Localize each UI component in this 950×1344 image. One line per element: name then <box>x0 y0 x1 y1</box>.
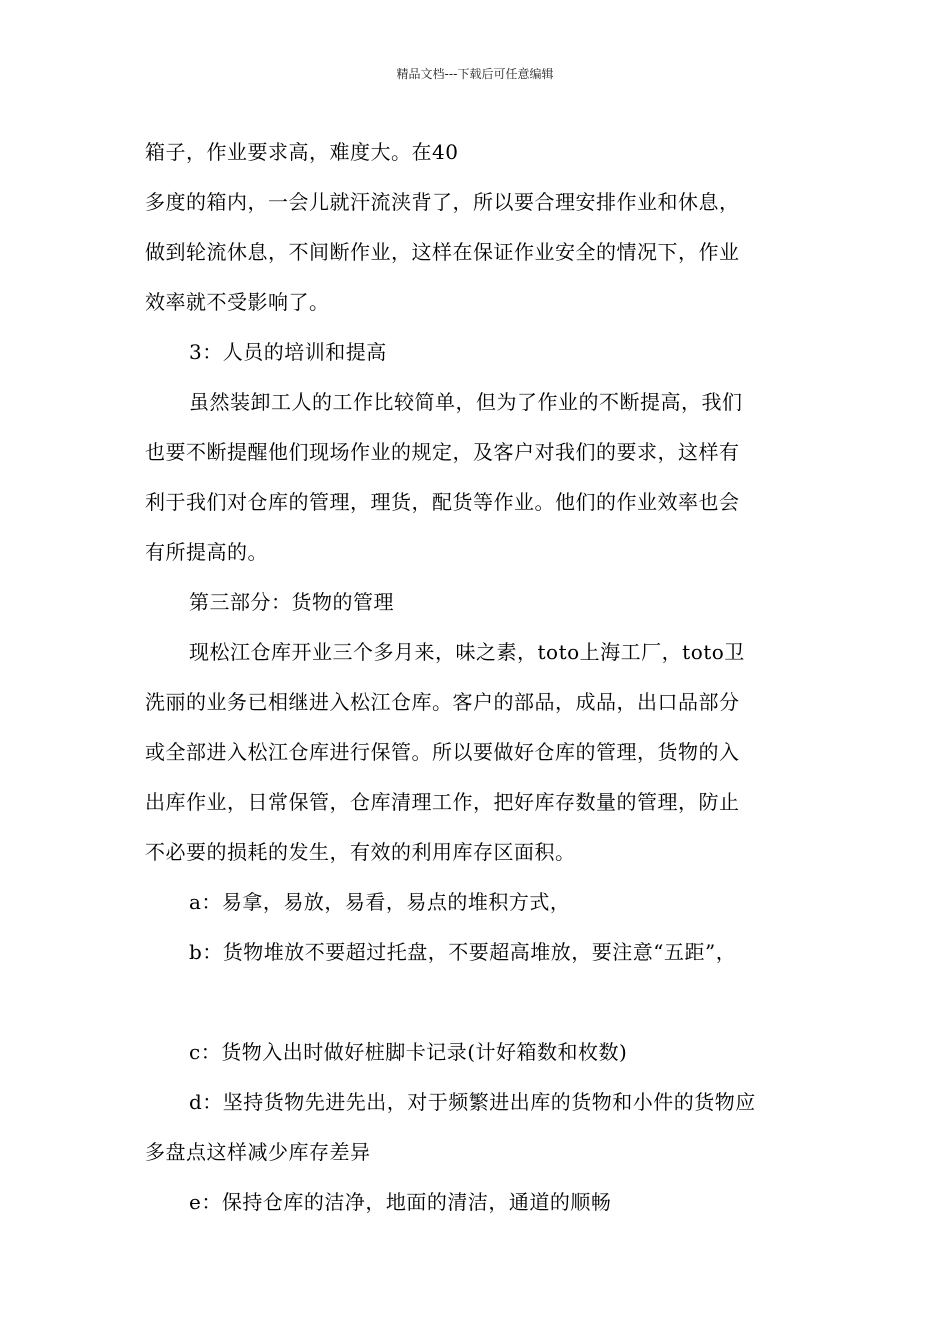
body-line-3: 做到轮流休息，不间断作业，这样在保证作业安全的情况下，作业 <box>145 240 740 264</box>
body-line-1: 箱子，作业要求高，难度大。在40 <box>145 140 459 164</box>
body-line-8: 利于我们对仓库的管理，理货，配货等作业。他们的作业效率也会 <box>145 490 740 514</box>
body-line-15: 不必要的损耗的发生，有效的利用库存区面积。 <box>145 840 576 864</box>
list-item-e: e：保持仓库的洁净，地面的清洁，通道的顺畅 <box>189 1190 612 1214</box>
body-line-6: 虽然装卸工人的工作比较简单，但为了作业的不断提高，我们 <box>189 390 743 414</box>
body-line-13: 或全部进入松江仓库进行保管。所以要做好仓库的管理，货物的入 <box>145 740 740 764</box>
body-line-2: 多度的箱内，一会儿就汗流浃背了，所以要合理安排作业和休息， <box>145 190 740 214</box>
body-line-12: 洗丽的业务已相继进入松江仓库。客户的部品，成品，出口品部分 <box>145 690 740 714</box>
section-heading-training: 3：人员的培训和提高 <box>189 340 387 364</box>
list-item-b: b：货物堆放不要超过托盘，不要超高堆放，要注意“五距”， <box>189 940 737 964</box>
list-item-d-continued: 多盘点这样减少库存差异 <box>145 1140 371 1164</box>
list-item-d: d：坚持货物先进先出，对于频繁进出库的货物和小件的货物应 <box>189 1090 756 1114</box>
body-line-4: 效率就不受影响了。 <box>145 290 330 314</box>
list-item-c: c：货物入出时做好桩脚卡记录(计好箱数和枚数) <box>189 1040 628 1064</box>
body-line-7: 也要不断提醒他们现场作业的规定，及客户对我们的要求，这样有 <box>145 440 740 464</box>
list-item-a: a：易拿，易放，易看，易点的堆积方式， <box>189 890 571 914</box>
section-heading-goods: 第三部分：货物的管理 <box>189 590 394 614</box>
body-line-14: 出库作业，日常保管，仓库清理工作，把好库存数量的管理，防止 <box>145 790 740 814</box>
page-header: 精品文档---下载后可任意编辑 <box>396 67 554 81</box>
body-line-9: 有所提高的。 <box>145 540 268 564</box>
body-line-11: 现松江仓库开业三个多月来，味之素，toto上海工厂，toto卫 <box>189 640 745 664</box>
